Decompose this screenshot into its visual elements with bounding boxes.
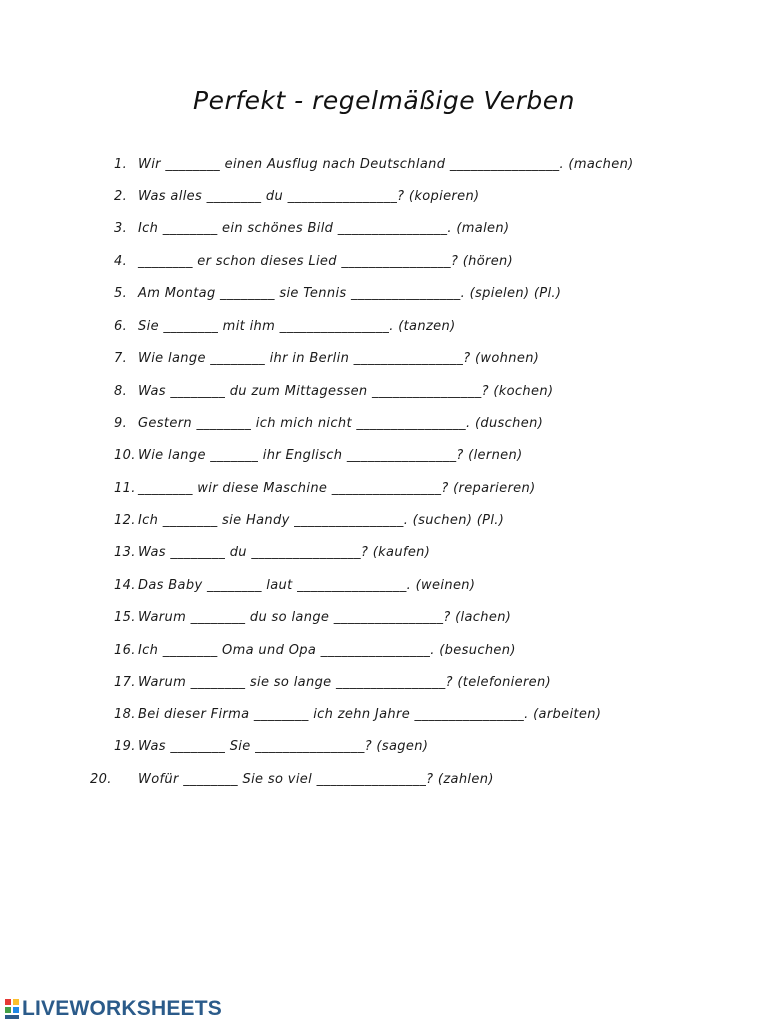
footer-brand (4, 996, 222, 1022)
exercise-number: 2. (114, 189, 128, 204)
exercise-sentence: Ich ________ sie Handy ________________. (suchen) (Pl.) (138, 513, 505, 528)
exercise-number: 16. (114, 643, 136, 658)
exercise-item (0, 218, 768, 240)
exercise-number: 3. (114, 221, 128, 236)
exercise-number: 13. (114, 545, 136, 560)
page-title: Perfekt - regelmäßige Verben (193, 86, 575, 115)
exercise-number: 12. (114, 513, 136, 528)
exercise-sentence: Was ________ du ________________? (kaufen) (138, 545, 431, 560)
exercise-item (0, 736, 768, 758)
exercise-number: 8. (114, 384, 128, 399)
exercise-number: 15. (114, 610, 136, 625)
exercise-sentence: Das Baby ________ laut ________________. (weinen) (138, 578, 476, 593)
exercise-item (0, 510, 768, 532)
exercise-item (0, 445, 768, 467)
exercise-sentence: Wie lange ________ ihr in Berlin ________________? (wohnen) (138, 351, 540, 366)
exercise-number: 10. (114, 448, 136, 463)
exercise-sentence: Am Montag ________ sie Tennis ________________. (spielen) (Pl.) (138, 286, 562, 301)
exercise-sentence: Warum ________ du so lange ________________? (lachen) (138, 610, 512, 625)
exercise-sentence: Bei dieser Firma ________ ich zehn Jahre ________________. (arbeiten) (138, 707, 602, 722)
exercise-sentence: Wir ________ einen Ausflug nach Deutschland ________________. (machen) (138, 157, 634, 172)
exercise-number: 6. (114, 319, 128, 334)
exercise-number: 11. (114, 481, 136, 496)
exercise-item (0, 348, 768, 370)
exercise-item (0, 186, 768, 208)
exercise-sentence: ________ wir diese Maschine ________________? (reparieren) (138, 481, 536, 496)
exercise-sentence: Was alles ________ du ________________? (kopieren) (138, 189, 480, 204)
exercise-item (0, 640, 768, 662)
exercise-item (0, 607, 768, 629)
exercise-item (0, 575, 768, 597)
exercise-sentence: Ich ________ ein schönes Bild ________________. (malen) (138, 221, 510, 236)
liveworksheets-logo-icon (4, 998, 20, 1020)
exercise-sentence: Wofür ________ Sie so viel ________________? (zahlen) (138, 772, 494, 787)
exercise-item (0, 251, 768, 273)
exercise-item (0, 381, 768, 403)
exercise-item (0, 154, 768, 176)
exercise-item (0, 413, 768, 435)
exercise-number: 4. (114, 254, 128, 269)
exercise-item (0, 769, 768, 791)
exercise-sentence: Warum ________ sie so lange ________________? (telefonieren) (138, 675, 552, 690)
exercise-sentence: Was ________ du zum Mittagessen ________________? (kochen) (138, 384, 554, 399)
exercise-sentence: ________ er schon dieses Lied ________________? (hören) (138, 254, 514, 269)
exercise-item (0, 672, 768, 694)
exercise-number: 7. (114, 351, 128, 366)
exercise-sentence: Was ________ Sie ________________? (sagen) (138, 739, 429, 754)
exercise-number: 18. (114, 707, 136, 722)
exercise-number: 17. (114, 675, 136, 690)
exercise-number: 14. (114, 578, 136, 593)
exercise-number: 9. (114, 416, 128, 431)
exercise-sentence: Sie ________ mit ihm ________________. (tanzen) (138, 319, 456, 334)
exercise-number: 19. (114, 739, 136, 754)
exercise-sentence: Wie lange _______ ihr Englisch ________________? (lernen) (138, 448, 523, 463)
exercise-number: 1. (114, 157, 128, 172)
exercise-item (0, 283, 768, 305)
exercise-number: 5. (114, 286, 128, 301)
exercise-item (0, 704, 768, 726)
exercise-item (0, 478, 768, 500)
exercise-number: 20. (90, 772, 112, 787)
brand-name: LIVEWORKSHEETS (22, 997, 222, 1020)
exercise-sentence: Gestern ________ ich mich nicht ________________. (duschen) (138, 416, 544, 431)
exercise-item (0, 316, 768, 338)
exercise-sentence: Ich ________ Oma und Opa ________________. (besuchen) (138, 643, 516, 658)
exercise-item (0, 542, 768, 564)
